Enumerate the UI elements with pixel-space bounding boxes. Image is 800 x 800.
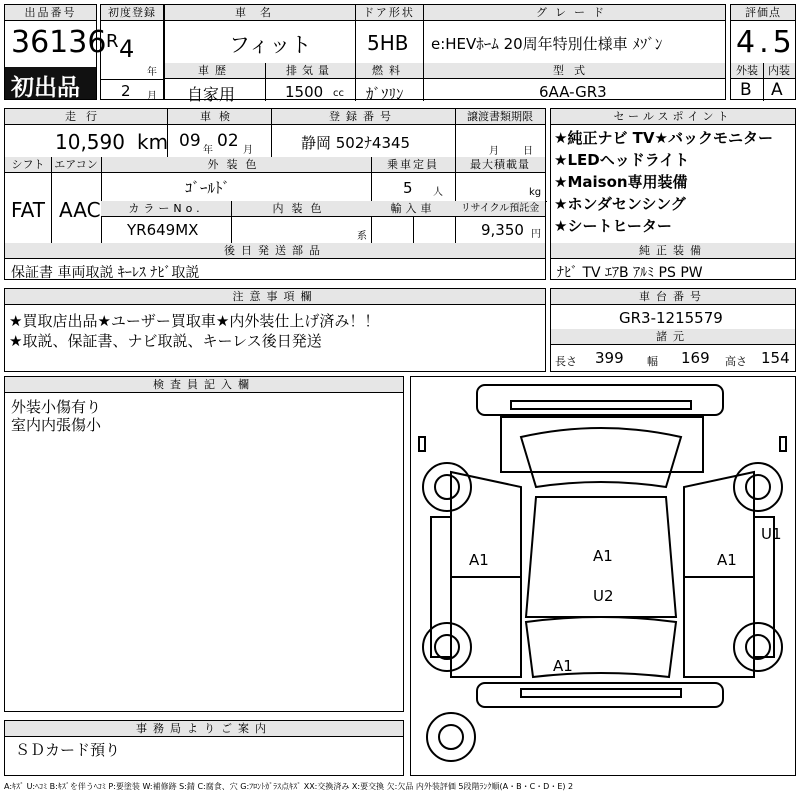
import-label: 輸入車 [371, 201, 455, 217]
rating-box [730, 4, 796, 100]
car-name-label: 車名 [165, 5, 355, 21]
door-label: ドア形状 [355, 5, 423, 21]
interior-grade: A [771, 80, 783, 100]
width-label: 幅 [647, 355, 658, 368]
office-label: 事務局よりご案内 [5, 721, 403, 737]
era: R [106, 31, 119, 52]
sales-points-label: セールスポイント [551, 109, 795, 125]
color-code: YR649MX [127, 221, 199, 239]
interior-color-label: 内装色 [231, 201, 371, 217]
ac-label: エアコン [51, 157, 101, 173]
height-label: 高さ [725, 355, 747, 368]
inspector-box [4, 376, 404, 712]
capacity-label: 乗車定員 [371, 157, 455, 173]
model-label: 型式 [423, 63, 725, 79]
sales-point-item: ★LEDヘッドライト [554, 151, 690, 169]
first-listing-text: 初出品 [11, 75, 80, 101]
inspector-label: 検査員記入欄 [5, 377, 403, 393]
grade-label: グレード [423, 5, 725, 21]
equipment-value: ﾅﾋﾞ TV ｴｱB ｱﾙﾐ PS PW [557, 265, 703, 281]
inspection-month: 02 [217, 131, 239, 151]
notes-line: ★買取店出品★ユーザー買取車★内外装仕上げ済み！！ [9, 312, 380, 330]
length-value: 399 [595, 349, 624, 367]
inspection-month-unit: 月 [243, 145, 253, 156]
reg-month: 2 [121, 82, 131, 100]
car-name: フィット [229, 33, 312, 57]
reg-year-unit: 年 [147, 67, 157, 78]
rating-score: 4.5 [736, 25, 796, 60]
first-listing-badge [5, 67, 96, 99]
damage-mark: A1 [593, 547, 613, 565]
lot-label: 出品番号 [5, 5, 96, 21]
dimensions-label: 諸元 [551, 329, 795, 345]
door-type: 5HB [367, 31, 409, 55]
first-registration-box [100, 4, 164, 100]
first-registration-label: 初度登録 [101, 5, 163, 21]
exterior-grade-label: 外装 [731, 63, 763, 79]
height-value: 154 [761, 349, 790, 367]
length-label: 長さ [555, 355, 577, 368]
max-load-label: 最大積載量 [455, 157, 545, 173]
exterior-color: ｺﾞｰﾙﾄﾞ [185, 179, 231, 197]
capacity-value: 5 [403, 179, 413, 197]
sales-points-box [550, 108, 796, 280]
chassis-value: GR3-1215579 [619, 309, 723, 327]
rating-label: 評価点 [731, 5, 795, 21]
lot-number: 36136 [11, 25, 107, 60]
reg-year: 4 [119, 35, 135, 63]
notes-label: 注意事項欄 [5, 289, 545, 305]
sales-point-item: ★Maison専用装備 [554, 173, 688, 191]
inspection-label: 車検 [167, 109, 271, 125]
interior-color-suffix: 系 [357, 231, 367, 242]
chassis-label: 車台番号 [551, 289, 795, 305]
displacement-label: 排気量 [265, 63, 355, 79]
lot-box [4, 4, 107, 101]
office-value: ＳＤカード預り [15, 741, 121, 759]
damage-mark: A1 [717, 551, 737, 569]
inspector-line: 外装小傷有り [11, 398, 102, 416]
sales-point-item: ★シートヒーター [554, 217, 672, 235]
recycle-label: リサイクル預託金 [455, 201, 545, 217]
damage-mark: U2 [593, 587, 614, 605]
width-value: 169 [681, 349, 710, 367]
legend-text: A:ｷｽﾞ U:ﾍｺﾐ B:ｷｽﾞを伴うﾍｺﾐ P:要塗装 W:補修跡 S:錆 C:腐食、穴 G:ﾌﾛﾝﾄｶﾞﾗｽ点ｷｽﾞ XX:交換済み X:要交換 欠:欠品 内外装評価 5段階ﾗﾝｸ順(A・B・C・D・E) 2 [4, 782, 574, 791]
mileage-unit: km [137, 130, 169, 154]
recycle-unit: 円 [531, 229, 541, 240]
mileage-label: 走行 [5, 109, 167, 125]
later-parts-label: 後日発送部品 [5, 243, 545, 259]
ac-value: AAC [59, 198, 101, 222]
spec-box [4, 108, 546, 280]
interior-grade-label: 内装 [763, 63, 795, 79]
car-info-box [164, 4, 726, 104]
inspection-year: 09 [179, 131, 201, 151]
displacement-unit: cc [333, 88, 344, 99]
capacity-unit: 人 [433, 187, 443, 198]
transfer-label: 譲渡書類期限 [455, 109, 545, 125]
sales-point-item: ★ホンダセンシング [554, 195, 686, 213]
history-label: 車歴 [165, 63, 265, 79]
shift-label: シフト [5, 157, 51, 173]
plate-value: 静岡 502ﾅ4345 [301, 134, 411, 152]
chassis-box [550, 288, 796, 372]
mileage-value: 10,590 [55, 130, 125, 154]
damage-mark: U1 [761, 525, 782, 543]
history-value: 自家用 [187, 85, 236, 104]
exterior-color-label: 外装色 [101, 157, 371, 173]
damage-mark: A1 [553, 657, 573, 675]
reg-month-unit: 月 [147, 91, 157, 102]
fuel-value: ｶﾞｿﾘﾝ [366, 85, 404, 103]
exterior-grade: B [740, 80, 752, 100]
damage-mark: A1 [469, 551, 489, 569]
sales-point-item: ★純正ナビ TV★バックモニター [554, 129, 773, 147]
displacement-value: 1500 [285, 83, 324, 101]
damage-diagram [410, 376, 796, 776]
transfer-month-unit: 月 [489, 146, 499, 157]
notes-line: ★取説、保証書、ナビ取説、キーレス後日発送 [9, 332, 322, 350]
max-load-unit: kg [529, 187, 542, 198]
inspection-year-unit: 年 [203, 145, 213, 156]
inspector-line: 室内内張傷小 [11, 416, 102, 434]
recycle-value: 9,350 [481, 221, 524, 239]
plate-label: 登録番号 [271, 109, 455, 125]
transfer-day-unit: 日 [523, 146, 533, 157]
later-parts-value: 保証書 車両取説 ｷｰﾚｽ ﾅﾋﾞ取説 [11, 265, 200, 281]
shift-value: FAT [11, 198, 46, 222]
equipment-label: 純正装備 [551, 243, 795, 259]
notes-box [4, 288, 546, 372]
car-outline-diagram [411, 377, 794, 774]
office-box [4, 720, 404, 776]
fuel-label: 燃料 [355, 63, 423, 79]
grade: e:HEVﾎｰﾑ 20周年特別仕様車 ﾒｿﾞﾝ [431, 35, 663, 53]
model-value: 6AA-GR3 [539, 83, 607, 101]
color-code-label: カラーNo. [101, 201, 231, 217]
